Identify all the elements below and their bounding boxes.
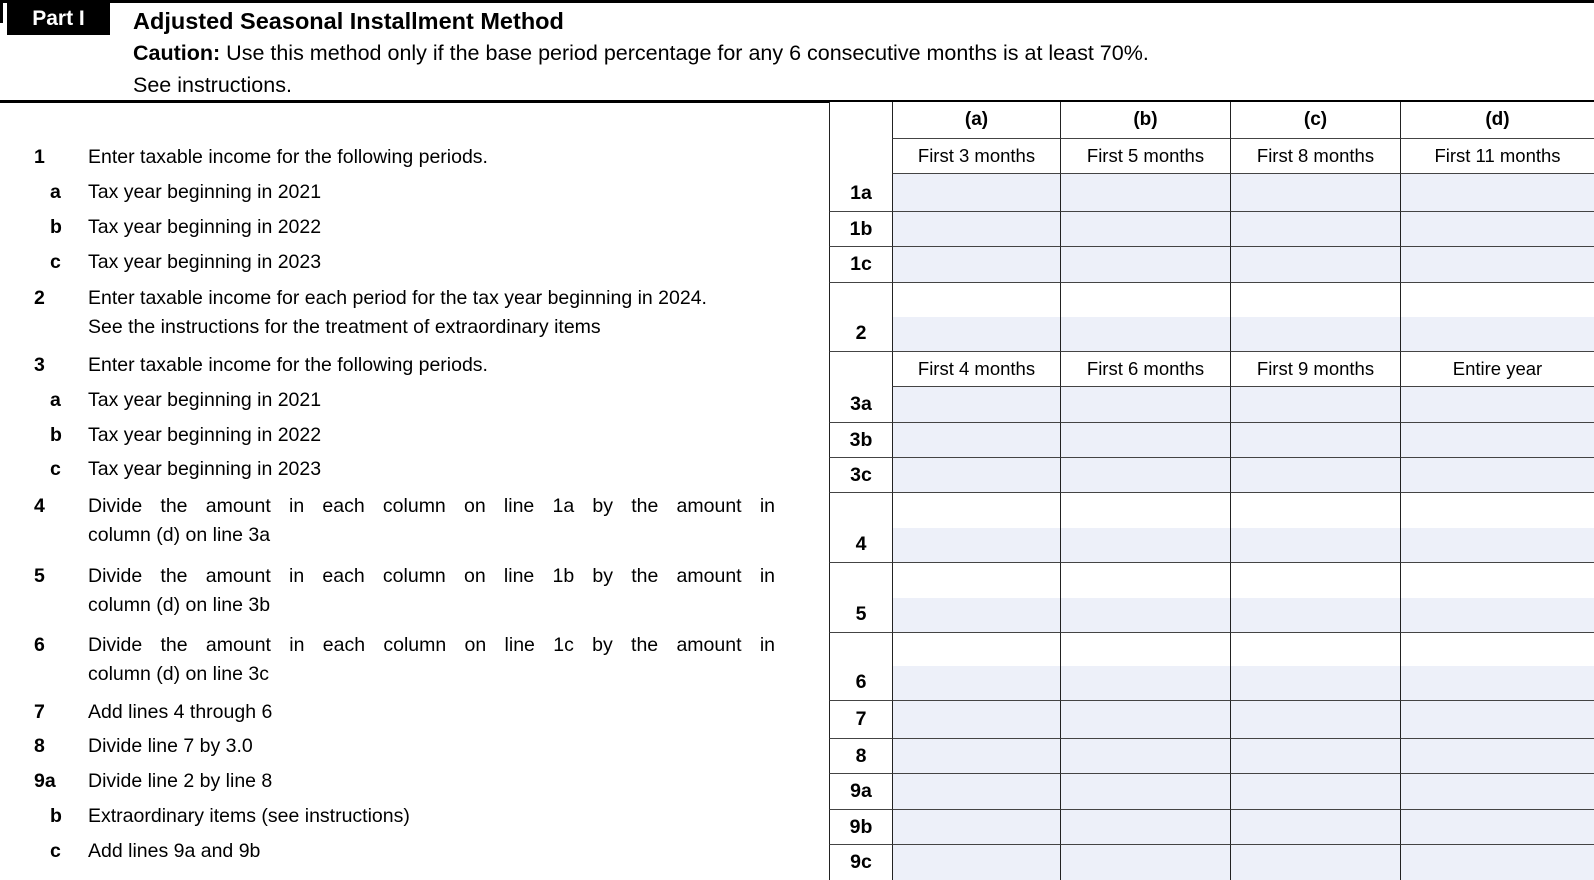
field-3b-col-d[interactable] (1400, 423, 1594, 458)
line-9b-number: b (50, 805, 62, 827)
field-9c-col-b[interactable] (1060, 845, 1230, 880)
field-5-col-b[interactable] (1060, 563, 1230, 633)
field-6-col-c[interactable] (1230, 633, 1400, 701)
field-1a-col-a[interactable] (892, 174, 1060, 212)
field-9a-col-a[interactable] (892, 774, 1060, 810)
line-9b-row (0, 802, 775, 831)
dot-leader (336, 455, 775, 484)
field-3b-col-c[interactable] (1230, 423, 1400, 458)
line-7-row (0, 698, 775, 727)
line-3b-row (0, 421, 775, 450)
period-header-first-4-months: First 4 months (892, 352, 1060, 387)
line-5-number: 5 (34, 565, 45, 587)
line-code-3a (829, 352, 892, 423)
line-code-1b-label: 1b (849, 217, 873, 240)
column-header-b: (b) (1060, 102, 1230, 139)
column-header-d: (d) (1400, 102, 1594, 139)
line-5-text-1: Divide the amount in each column on line 1b by the amount in (88, 565, 775, 587)
line-1b-text: Tax year beginning in 2022 (88, 216, 322, 238)
line-9b-text: Extraordinary items (see instructions) (88, 805, 410, 827)
field-9a-col-c[interactable] (1230, 774, 1400, 810)
field-7-col-d[interactable] (1400, 701, 1594, 739)
line-4-number: 4 (34, 495, 45, 517)
dot-leader (285, 591, 775, 620)
field-3c-col-d[interactable] (1400, 458, 1594, 493)
line-1b-row (0, 213, 775, 242)
dot-leader (285, 521, 775, 550)
line-code-9c-label: 9c (850, 851, 872, 873)
line-2-text-2: See the instructions for the treatment of extraordinary items (88, 316, 601, 338)
part-1-label: Part I (32, 7, 85, 30)
dot-leader (268, 732, 775, 761)
line-code-9a-label: 9a (850, 780, 872, 802)
line-3a-row (0, 386, 775, 415)
period-header-first-8-months: First 8 months (1230, 139, 1400, 174)
line-1-row (0, 143, 775, 172)
line-1-number: 1 (34, 146, 45, 168)
column-header-c: (c) (1230, 102, 1400, 139)
field-1a-col-b[interactable] (1060, 174, 1230, 212)
field-2-col-d[interactable] (1400, 283, 1594, 352)
line-2-text-1: Enter taxable income for each period for the tax year beginning in 2024. (88, 287, 707, 309)
line-6-row (0, 631, 775, 689)
line-2-row (0, 284, 775, 342)
line-8-number: 8 (34, 735, 45, 757)
field-1a-col-d[interactable] (1400, 174, 1594, 212)
line-code-3b (829, 423, 892, 458)
field-3b-col-a[interactable] (892, 423, 1060, 458)
part-1-badge (7, 3, 110, 35)
field-4-col-a[interactable] (892, 493, 1060, 563)
line-code-2-label: 2 (855, 322, 867, 344)
field-1b-col-a[interactable] (892, 212, 1060, 247)
line-8-text: Divide line 7 by 3.0 (88, 735, 253, 757)
line-code-9b (829, 810, 892, 845)
line-1b-number: b (50, 216, 62, 238)
field-2-col-a[interactable] (892, 283, 1060, 352)
field-7-col-a[interactable] (892, 701, 1060, 739)
field-5-col-c[interactable] (1230, 563, 1400, 633)
field-9b-col-a[interactable] (892, 810, 1060, 845)
field-3c-col-b[interactable] (1060, 458, 1230, 493)
line-code-8-label: 8 (855, 744, 867, 767)
top-border-line (0, 0, 1594, 3)
field-6-col-b[interactable] (1060, 633, 1230, 701)
dot-leader (336, 213, 775, 242)
line-1c-number: c (50, 251, 61, 273)
caution-label: Caution: (133, 41, 221, 65)
line-3-row (0, 351, 775, 380)
dot-leader (287, 698, 775, 727)
field-3a-col-a[interactable] (892, 387, 1060, 423)
line-3a-number: a (50, 389, 61, 411)
line-code-1c (829, 247, 892, 283)
line-code-9c (829, 845, 892, 880)
line-3c-number: c (50, 458, 61, 480)
column-header-a: (a) (892, 102, 1060, 139)
line-6-text-1: Divide the amount in each column on line 1c by the amount in (88, 634, 775, 656)
line-4-row (0, 492, 775, 550)
line-7-number: 7 (34, 701, 45, 723)
line-code-5 (829, 563, 892, 633)
field-6-col-d[interactable] (1400, 633, 1594, 701)
line-code-3c (829, 458, 892, 493)
field-9b-col-d[interactable] (1400, 810, 1594, 845)
line-1a-number: a (50, 181, 61, 203)
field-3a-col-c[interactable] (1230, 387, 1400, 423)
line-1a-text: Tax year beginning in 2021 (88, 181, 322, 203)
field-4-col-c[interactable] (1230, 493, 1400, 563)
field-9c-col-a[interactable] (892, 845, 1060, 880)
line-code-1a-label: 1a (850, 182, 872, 204)
line-9c-text: Add lines 9a and 9b (88, 840, 261, 862)
field-9c-col-c[interactable] (1230, 845, 1400, 880)
period-header-first-11-months: First 11 months (1400, 139, 1594, 174)
caution-line-2: See instructions. (133, 72, 292, 97)
dot-leader (336, 386, 775, 415)
field-8-col-d[interactable] (1400, 739, 1594, 774)
line-code-6 (829, 633, 892, 701)
line-9a-text: Divide line 2 by line 8 (88, 770, 273, 792)
field-9a-col-b[interactable] (1060, 774, 1230, 810)
line-code-4-label: 4 (855, 533, 867, 555)
line-code-3a-label: 3a (850, 393, 872, 415)
line-code-4 (829, 493, 892, 563)
field-7-col-b[interactable] (1060, 701, 1230, 739)
line-3c-row (0, 455, 775, 484)
dot-leader (336, 178, 775, 207)
field-4-col-d[interactable] (1400, 493, 1594, 563)
field-7-col-c[interactable] (1230, 701, 1400, 739)
section-title: Adjusted Seasonal Installment Method (133, 8, 564, 34)
line-4-text-2: column (d) on line 3a (88, 524, 271, 546)
line-7-text: Add lines 4 through 6 (88, 701, 273, 723)
field-3a-col-d[interactable] (1400, 387, 1594, 423)
line-code-1c-label: 1c (850, 253, 872, 275)
field-1b-col-d[interactable] (1400, 212, 1594, 247)
field-9b-col-c[interactable] (1230, 810, 1400, 845)
line-1a-row (0, 178, 775, 207)
line-3-text: Enter taxable income for the following periods. (88, 354, 488, 376)
dot-leader (275, 837, 775, 866)
field-9c-col-d[interactable] (1400, 845, 1594, 880)
field-9a-col-d[interactable] (1400, 774, 1594, 810)
field-1b-col-b[interactable] (1060, 212, 1230, 247)
line-code-3c-label: 3c (850, 463, 872, 486)
field-2-col-c[interactable] (1230, 283, 1400, 352)
field-6-col-a[interactable] (892, 633, 1060, 701)
period-header-first-5-months: First 5 months (1060, 139, 1230, 174)
line-code-9a (829, 774, 892, 810)
line-code-5-label: 5 (855, 603, 867, 625)
field-8-col-a[interactable] (892, 739, 1060, 774)
line-6-text-2: column (d) on line 3c (88, 663, 270, 685)
line-1-text: Enter taxable income for the following periods. (88, 146, 488, 168)
line-code-3b-label: 3b (849, 428, 873, 451)
line-9a-row (0, 767, 775, 796)
caution-block (133, 38, 1149, 101)
field-3a-col-b[interactable] (1060, 387, 1230, 423)
period-header-first-9-months: First 9 months (1230, 352, 1400, 387)
line-1c-text: Tax year beginning in 2023 (88, 251, 322, 273)
caution-text: Use this method only if the base period percentage for any 6 consecutive months is at least 70%. (220, 41, 1149, 65)
dot-leader (287, 767, 775, 796)
line-code-7-label: 7 (855, 708, 867, 730)
dot-leader (616, 313, 775, 342)
field-3c-col-a[interactable] (892, 458, 1060, 493)
field-8-col-c[interactable] (1230, 739, 1400, 774)
line-code-6-label: 6 (855, 671, 867, 693)
field-5-col-d[interactable] (1400, 563, 1594, 633)
line-8-row (0, 732, 775, 761)
field-1c-col-b[interactable] (1060, 247, 1230, 283)
caution-line-1 (133, 38, 1149, 70)
field-1c-col-c[interactable] (1230, 247, 1400, 283)
line-code-2 (829, 283, 892, 352)
period-header-first-6-months: First 6 months (1060, 352, 1230, 387)
line-5-text-2: column (d) on line 3b (88, 594, 271, 616)
dot-leader (284, 660, 775, 689)
field-9b-col-b[interactable] (1060, 810, 1230, 845)
line-code-9b-label: 9b (849, 815, 873, 838)
line-code-1b (829, 212, 892, 247)
line-5-row (0, 562, 775, 620)
line-4-text-1: Divide the amount in each column on line 1a by the amount in (88, 495, 775, 517)
line-code-8 (829, 739, 892, 774)
field-3b-col-b[interactable] (1060, 423, 1230, 458)
field-1c-col-a[interactable] (892, 247, 1060, 283)
field-2-col-b[interactable] (1060, 283, 1230, 352)
line-code-7 (829, 701, 892, 739)
line-3a-text: Tax year beginning in 2021 (88, 389, 322, 411)
left-border-line (0, 0, 3, 23)
field-4-col-b[interactable] (1060, 493, 1230, 563)
field-1a-col-c[interactable] (1230, 174, 1400, 212)
field-5-col-a[interactable] (892, 563, 1060, 633)
line-code-1a (829, 102, 892, 212)
period-header-first-3-months: First 3 months (892, 139, 1060, 174)
field-3c-col-c[interactable] (1230, 458, 1400, 493)
field-1b-col-c[interactable] (1230, 212, 1400, 247)
line-9c-number: c (50, 840, 61, 862)
line-3c-text: Tax year beginning in 2023 (88, 458, 322, 480)
dot-leader (336, 421, 775, 450)
line-2-number: 2 (34, 287, 45, 309)
field-8-col-b[interactable] (1060, 739, 1230, 774)
line-3b-text: Tax year beginning in 2022 (88, 424, 322, 446)
dot-leader (336, 248, 775, 277)
line-6-number: 6 (34, 634, 45, 656)
line-3-number: 3 (34, 354, 45, 376)
line-9c-row (0, 837, 775, 866)
dot-leader (425, 802, 775, 831)
line-3b-number: b (50, 424, 62, 446)
line-1c-row (0, 248, 775, 277)
field-1c-col-d[interactable] (1400, 247, 1594, 283)
line-9a-number: 9a (34, 770, 56, 792)
period-header-entire-year: Entire year (1400, 352, 1594, 387)
